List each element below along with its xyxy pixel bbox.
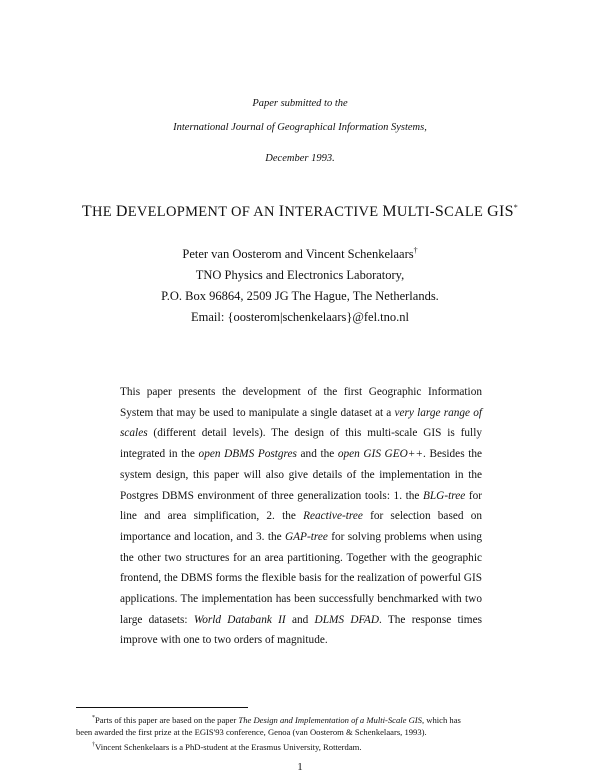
submission-date: December 1993.	[265, 153, 335, 164]
abstract-emph: open DBMS Postgres	[198, 448, 297, 461]
footnote-1-text: , which has	[421, 714, 461, 725]
page-number: 1	[297, 761, 303, 773]
footnote-2	[92, 740, 512, 753]
abstract-text: (different detail levels). The design of this multi-scale GIS is fully integrated in the	[120, 427, 482, 461]
author-names-text: Peter van Oosterom and Vincent Schenkelaars	[182, 247, 414, 262]
footnote-1-mark: *	[92, 715, 95, 721]
footnote-1-text: Parts of this paper are based on the paper	[95, 714, 239, 725]
affiliation: TNO Physics and Electronics Laboratory,	[195, 268, 405, 282]
abstract-emph: GAP-tree	[284, 530, 328, 543]
paper-title	[0, 203, 600, 221]
journal-name: International Journal of Geographical Information Systems,	[173, 122, 427, 133]
abstract-emph: Reactive-tree	[303, 510, 363, 523]
abstract-text: for line and area simplification, 2. the	[120, 489, 482, 523]
title-text: ULTI-	[396, 204, 435, 220]
title-text: EVELOPMENT OF AN	[127, 204, 279, 220]
footnote-2-mark: †	[92, 742, 95, 748]
abstract	[120, 382, 482, 651]
title-cap: S	[434, 203, 445, 220]
abstract-emph: World Databank II	[193, 613, 286, 626]
abstract-emph: BLG-tree	[422, 489, 466, 502]
title-cap: D	[115, 203, 128, 220]
footnote-1-line1	[92, 713, 512, 726]
title-cap: T	[81, 203, 92, 220]
title-text: CALE	[444, 204, 488, 220]
address: P.O. Box 96864, 2509 JG The Hague, The Netherlands.	[161, 289, 439, 303]
abstract-text: This paper presents the development of the first Geographic Information System that may be used to manipulate a single dataset at a	[120, 386, 482, 419]
abstract-text: for solving problems when using the other two structures for an area partitioning. Together with the geographic frontend, the DBMS forms the flexible basis for the realization of powerful GIS applications. The implementation has been successfully benchmarked with two large datasets:	[120, 530, 482, 626]
abstract-text: for selection based on importance and location, and 3. the	[120, 510, 482, 543]
footnote-1-emph: The Design and Implementation of a Multi-Scale GIS	[238, 714, 422, 725]
abstract-text: . The response times improve with one to two orders of magnitude.	[120, 613, 482, 647]
abstract-emph: very large range of scales	[120, 406, 482, 440]
abstract-text: and	[285, 613, 315, 626]
footnote-rule	[76, 707, 248, 708]
submission-note: Paper submitted to the	[252, 98, 348, 109]
abstract-text: . Besides the system design, this paper will also give details of the implementation in the Postgres DBMS environment of three generalization tools: 1. the	[120, 448, 482, 502]
title-text: HE	[91, 204, 116, 220]
footnote-1-line2: been awarded the first prize at the EGIS'93 conference, Genoa (van Oosterom & Schenkelaars, 1993).	[76, 727, 427, 737]
author-names	[0, 246, 600, 262]
title-text: GIS	[487, 203, 514, 220]
footnote-2-text: Vincent Schenkelaars is a PhD-student at the Erasmus University, Rotterdam.	[95, 741, 362, 752]
abstract-emph: DLMS DFAD	[314, 613, 379, 626]
title-text: NTERACTIVE	[284, 204, 383, 220]
title-footnote-mark: *	[513, 203, 519, 213]
title-cap: M	[382, 203, 397, 220]
title-cap: I	[278, 203, 285, 220]
abstract-text: and the	[296, 448, 338, 461]
author-footnote-mark: †	[413, 246, 418, 255]
abstract-emph: open GIS GEO++	[337, 448, 424, 461]
email: Email: {oosterom|schenkelaars}@fel.tno.nl	[191, 310, 409, 324]
